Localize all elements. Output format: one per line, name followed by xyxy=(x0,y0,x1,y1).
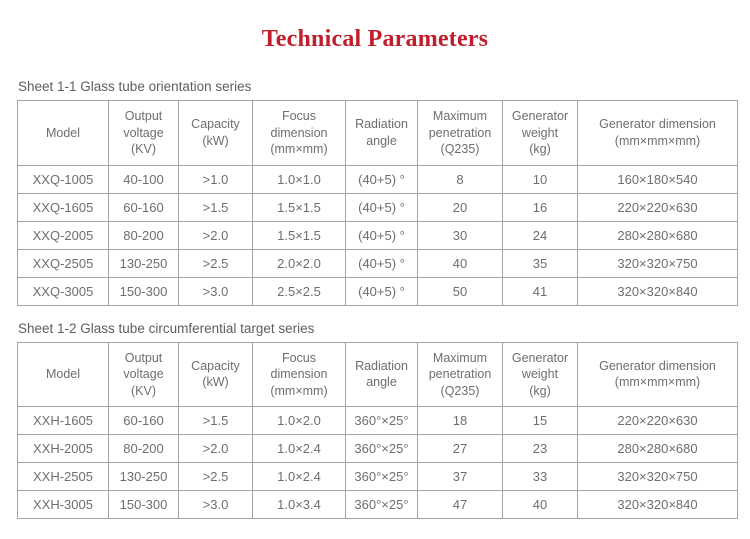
table-cell: 20 xyxy=(418,193,503,221)
table-cell: 41 xyxy=(503,277,578,305)
table-row xyxy=(18,221,738,249)
table-cell: 24 xyxy=(503,221,578,249)
table-cell: 1.0×3.4 xyxy=(253,491,346,519)
table-cell: XXH-2005 xyxy=(18,435,109,463)
table-cell: 320×320×840 xyxy=(578,491,738,519)
sheet-1-2-section xyxy=(0,306,750,520)
table-cell: 37 xyxy=(418,463,503,491)
table-cell: (40+5) ° xyxy=(346,277,418,305)
column-header: Capacity (kW) xyxy=(179,101,253,166)
table-cell: 150-300 xyxy=(109,277,179,305)
table-cell: >2.5 xyxy=(179,463,253,491)
table-cell: 1.5×1.5 xyxy=(253,221,346,249)
table-cell: 320×320×840 xyxy=(578,277,738,305)
table-cell: 360°×25° xyxy=(346,463,418,491)
table-cell: XXQ-1005 xyxy=(18,165,109,193)
table-row xyxy=(18,277,738,305)
table-cell: (40+5) ° xyxy=(346,249,418,277)
column-header: Model xyxy=(18,342,109,407)
table-cell: XXH-1605 xyxy=(18,407,109,435)
table-cell: 2.0×2.0 xyxy=(253,249,346,277)
column-header: Maximum penetration (Q235) xyxy=(418,101,503,166)
table-row xyxy=(18,435,738,463)
table-cell: 18 xyxy=(418,407,503,435)
header-row xyxy=(18,101,738,166)
column-header: Model xyxy=(18,101,109,166)
column-header: Focus dimension (mm×mm) xyxy=(253,342,346,407)
sheet-1-1-section xyxy=(0,53,750,306)
table-cell: 1.0×2.0 xyxy=(253,407,346,435)
table-cell: 30 xyxy=(418,221,503,249)
table-cell: 1.5×1.5 xyxy=(253,193,346,221)
table-cell: 280×280×680 xyxy=(578,221,738,249)
table-cell: 40-100 xyxy=(109,165,179,193)
table-cell: 280×280×680 xyxy=(578,435,738,463)
column-header: Output voltage (KV) xyxy=(109,101,179,166)
table-cell: 40 xyxy=(503,491,578,519)
table-cell: 1.0×1.0 xyxy=(253,165,346,193)
table-row xyxy=(18,491,738,519)
table-row xyxy=(18,249,738,277)
table-cell: 47 xyxy=(418,491,503,519)
table-cell: (40+5) ° xyxy=(346,165,418,193)
column-header: Output voltage (KV) xyxy=(109,342,179,407)
table-cell: >2.5 xyxy=(179,249,253,277)
column-header: Focus dimension (mm×mm) xyxy=(253,101,346,166)
table-cell: XXH-2505 xyxy=(18,463,109,491)
column-header: Generator dimension (mm×mm×mm) xyxy=(578,342,738,407)
table-cell: 1.0×2.4 xyxy=(253,463,346,491)
table-cell: >2.0 xyxy=(179,221,253,249)
table-cell: 160×180×540 xyxy=(578,165,738,193)
table-cell: 50 xyxy=(418,277,503,305)
table-cell: 320×320×750 xyxy=(578,463,738,491)
table-cell: 27 xyxy=(418,435,503,463)
table-cell: 2.5×2.5 xyxy=(253,277,346,305)
table-cell: 8 xyxy=(418,165,503,193)
table-cell: 130-250 xyxy=(109,249,179,277)
glass-tube-circumferential-target-table xyxy=(17,342,738,520)
table-cell: XXH-3005 xyxy=(18,491,109,519)
table-cell: 220×220×630 xyxy=(578,407,738,435)
table-cell: 15 xyxy=(503,407,578,435)
header-row xyxy=(18,342,738,407)
table-cell: 33 xyxy=(503,463,578,491)
table-cell: XXQ-2005 xyxy=(18,221,109,249)
table-cell: 220×220×630 xyxy=(578,193,738,221)
table-cell: XXQ-2505 xyxy=(18,249,109,277)
column-header: Generator weight (kg) xyxy=(503,342,578,407)
table-cell: 80-200 xyxy=(109,221,179,249)
table-cell: 60-160 xyxy=(109,193,179,221)
table-cell: 80-200 xyxy=(109,435,179,463)
table-cell: >1.5 xyxy=(179,193,253,221)
column-header: Capacity (kW) xyxy=(179,342,253,407)
table-cell: 60-160 xyxy=(109,407,179,435)
table-cell: 1.0×2.4 xyxy=(253,435,346,463)
table-cell: 35 xyxy=(503,249,578,277)
sheet-1-1-caption: Sheet 1-1 Glass tube orientation series xyxy=(18,79,252,94)
table-cell: 10 xyxy=(503,165,578,193)
page-title: Technical Parameters xyxy=(261,26,489,52)
table-cell: 320×320×750 xyxy=(578,249,738,277)
column-header: Generator dimension (mm×mm×mm) xyxy=(578,101,738,166)
glass-tube-orientation-table xyxy=(17,100,738,306)
sheet-1-2-caption: Sheet 1-2 Glass tube circumferential target series xyxy=(18,320,315,336)
table-cell: XXQ-1605 xyxy=(18,193,109,221)
table-cell: >2.0 xyxy=(179,435,253,463)
table-cell: 23 xyxy=(503,435,578,463)
table-cell: >3.0 xyxy=(179,277,253,305)
table-cell: 40 xyxy=(418,249,503,277)
table-row xyxy=(18,407,738,435)
table-cell: XXQ-3005 xyxy=(18,277,109,305)
table-cell: 360°×25° xyxy=(346,407,418,435)
column-header: Radiation angle xyxy=(346,101,418,166)
column-header: Generator weight (kg) xyxy=(503,101,578,166)
table-cell: 16 xyxy=(503,193,578,221)
table-cell: 130-250 xyxy=(109,463,179,491)
table-cell: 360°×25° xyxy=(346,435,418,463)
table-cell: 150-300 xyxy=(109,491,179,519)
table-row xyxy=(18,193,738,221)
table-cell: >1.5 xyxy=(179,407,253,435)
table-cell: (40+5) ° xyxy=(346,193,418,221)
table-row xyxy=(18,463,738,491)
table-cell: >3.0 xyxy=(179,491,253,519)
table-row xyxy=(18,165,738,193)
table-cell: (40+5) ° xyxy=(346,221,418,249)
table-cell: >1.0 xyxy=(179,165,253,193)
table-cell: 360°×25° xyxy=(346,491,418,519)
column-header: Radiation angle xyxy=(346,342,418,407)
column-header: Maximum penetration (Q235) xyxy=(418,342,503,407)
